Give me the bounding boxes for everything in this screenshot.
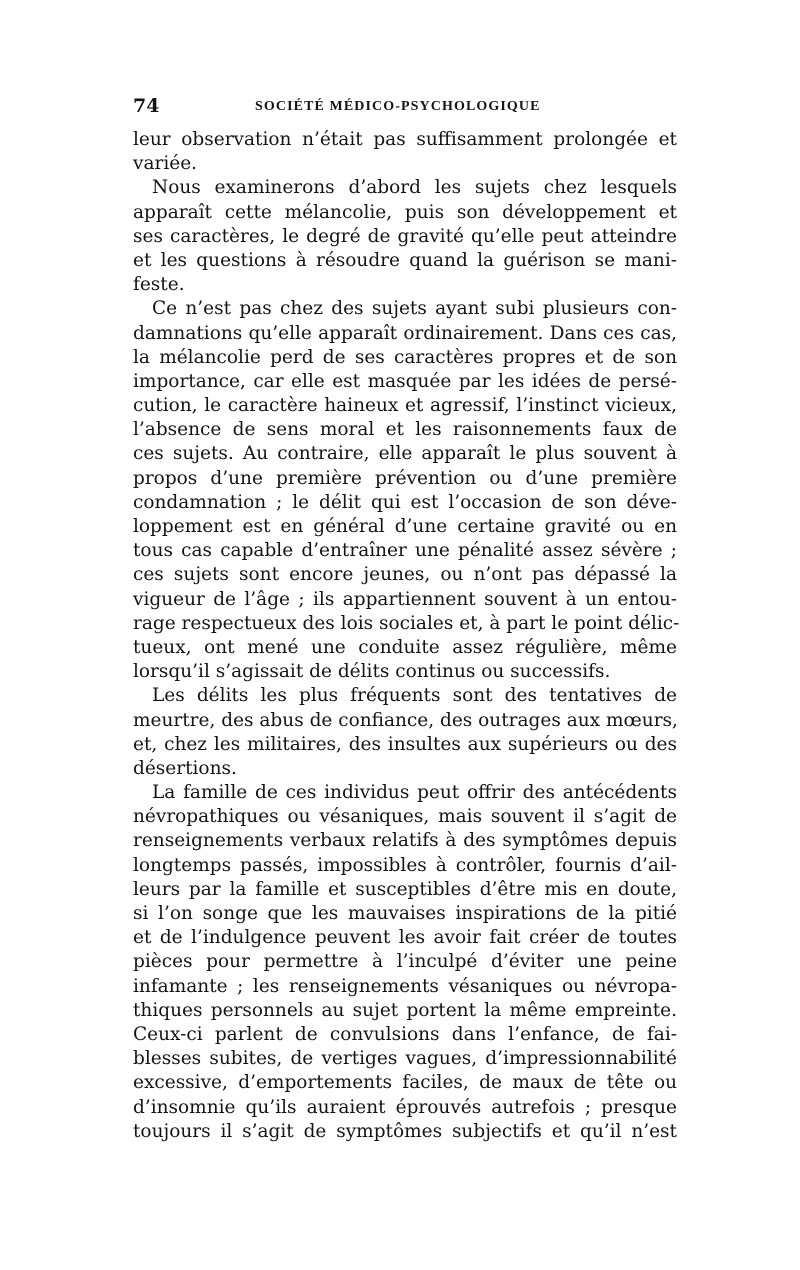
text-line: longtemps passés, impossibles à contrôler, fournis d’ail- — [133, 854, 677, 876]
text-line: thiques personnels au sujet portent la même empreinte. — [133, 999, 677, 1021]
text-line: damnations qu’elle apparaît ordinairement. Dans ces cas, — [133, 322, 677, 344]
text-line: et les questions à résoudre quand la guérison se mani- — [133, 249, 677, 271]
text-line: la mélancolie perd de ses caractères propres et de son — [133, 346, 677, 368]
text-line: vigueur de l’âge ; ils appartiennent souvent à un entou- — [133, 588, 677, 610]
text-line: apparaît cette mélancolie, puis son développement et — [133, 201, 677, 223]
text-line: et, chez les militaires, des insultes aux supérieurs ou des — [133, 733, 677, 755]
text-line: La famille de ces individus peut offrir des antécédents — [152, 782, 677, 804]
text-line: cution, le caractère haineux et agressif, l’instinct vicieux, — [133, 395, 677, 417]
text-line: condamnation ; le délit qui est l’occasion de son déve- — [133, 491, 677, 513]
text-line: blesses subites, de vertiges vagues, d’impressionnabilité — [133, 1048, 677, 1070]
text-line: et de l’indulgence peuvent les avoir fait créer de toutes — [133, 927, 677, 949]
text-line: ses caractères, le degré de gravité qu’elle peut atteindre — [133, 225, 677, 247]
text-line: lorsqu’il s’agissait de délits continus ou successifs. — [133, 661, 611, 683]
text-line: leurs par la famille et susceptibles d’être mis en doute, — [133, 878, 677, 900]
text-line: Les délits les plus fréquents sont des tentatives de — [152, 685, 677, 707]
text-line: si l’on songe que les mauvaises inspirations de la pitié — [133, 903, 677, 924]
page-number: 74 — [133, 95, 160, 117]
text-line: Nous examinerons d’abord les sujets chez lesquels — [152, 177, 677, 199]
text-line: d’insomnie qu’ils auraient éprouvés autrefois ; presque — [133, 1096, 677, 1118]
text-line: excessive, d’emportements faciles, de maux de tête ou — [133, 1072, 677, 1094]
text-line: leur observation n’était pas suffisamment prolongée et — [133, 129, 677, 150]
running-head — [133, 94, 677, 118]
text-line: Ceux-ci parlent de convulsions dans l’enfance, de fai- — [133, 1023, 677, 1045]
text-line: rage respectueux des lois sociales et, à part le point délic- — [133, 612, 680, 634]
text-line: loppement est en général d’une certaine gravité ou en — [133, 516, 677, 537]
text-line: feste. — [133, 274, 185, 296]
text-line: pièces pour permettre à l’inculpé d’éviter une peine — [133, 951, 677, 973]
body-text — [133, 128, 680, 1144]
text-line: ces sujets sont encore jeunes, ou n’ont pas dépassé la — [133, 564, 677, 586]
text-line: variée. — [133, 153, 198, 175]
text-line: tueux, ont mené une conduite assez régulière, même — [133, 636, 677, 658]
text-line: désertions. — [133, 757, 237, 779]
text-line: renseignements verbaux relatifs à des symptômes depuis — [133, 830, 677, 852]
text-line: infamante ; les renseignements vésaniques ou névropa- — [133, 975, 677, 997]
text-line: Ce n’est pas chez des sujets ayant subi plusieurs con- — [152, 298, 677, 320]
text-line: importance, car elle est masquée par les idées de persé- — [133, 370, 677, 392]
text-line: meurtre, des abus de confiance, des outrages aux mœurs, — [133, 709, 678, 731]
text-line: l’absence de sens moral et les raisonnements faux de — [133, 419, 677, 441]
text-line: ces sujets. Au contraire, elle apparaît le plus souvent à — [133, 443, 677, 465]
text-line: toujours il s’agit de symptômes subjectifs et qu’il n’est — [133, 1120, 677, 1142]
text-line: névropathiques ou vésaniques, mais souvent il s’agit de — [133, 806, 677, 828]
text-line: propos d’une première prévention ou d’une première — [133, 467, 677, 489]
text-line: tous cas capable d’entraîner une pénalité assez sévère ; — [133, 540, 677, 562]
running-title: SOCIÉTÉ MÉDICO-PSYCHOLOGIQUE — [255, 99, 541, 114]
